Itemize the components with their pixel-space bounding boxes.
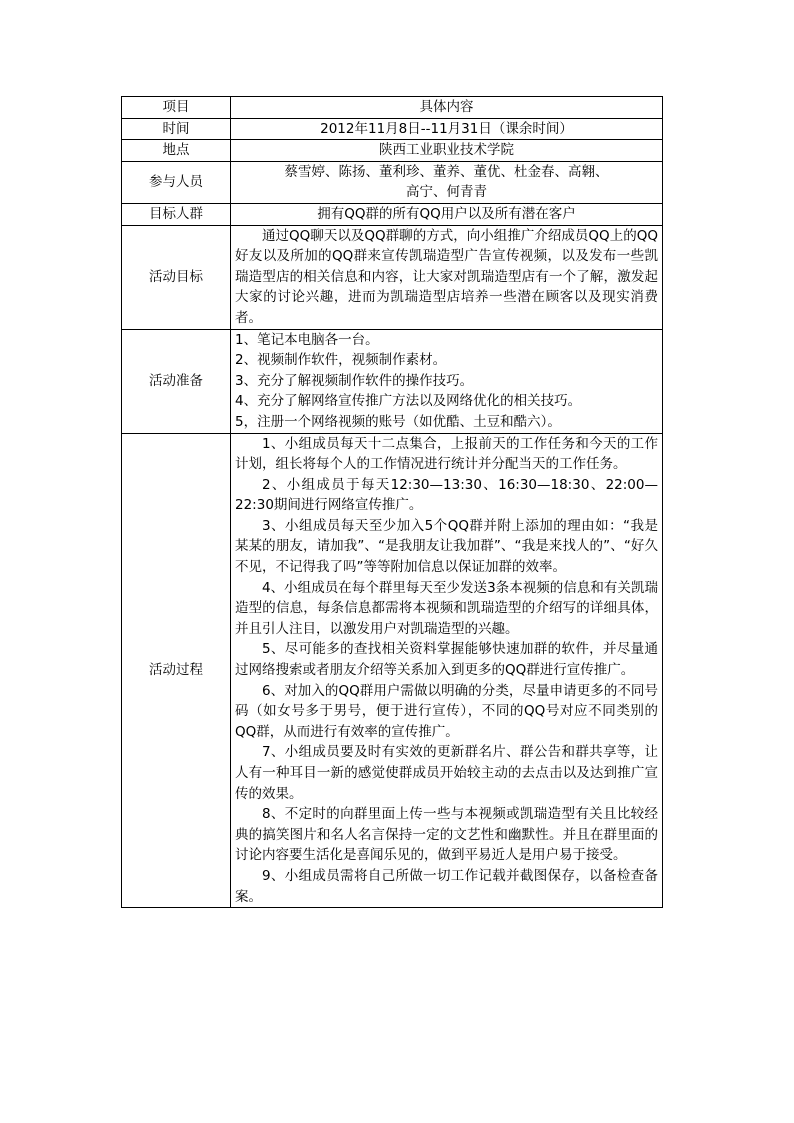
time-value: 2012年11月8日--11月31日（课余时间）	[231, 118, 663, 140]
members-label: 参与人员	[122, 161, 231, 203]
process-list	[231, 433, 663, 908]
goal-value	[231, 225, 663, 329]
prep-row	[122, 329, 663, 433]
prep-item: 2、视频制作软件，视频制作素材。	[235, 352, 447, 369]
prep-item: 5，注册一个网络视频的账号（如优酷、土豆和酷六）。	[235, 413, 561, 430]
activity-plan-table	[121, 96, 663, 908]
goal-paragraph: 通过QQ聊天以及QQ群聊的方式，向小组推广介绍成员QQ上的QQ好友以及所加的QQ群来宣传凯瑞造型广告宣传视频，以及发布一些凯瑞造型店的相关信息和内容，让大家对凯瑞造型店有一个了解，激发起大家的讨论兴趣，进而为凯瑞造型店培养一些潜在顾客以及现实消费者。	[235, 227, 658, 326]
time-label: 时间	[122, 118, 231, 140]
prep-list	[231, 329, 663, 433]
process-item: 4、小组成员在每个群里每天至少发送3条本视频的信息和有关凯瑞造型的信息，每条信息都需将本视频和凯瑞造型的介绍写的详细具体，并且引人注目，以激发用户对凯瑞造型的兴趣。	[235, 579, 658, 637]
process-item: 7、小组成员要及时有实效的更新群名片、群公告和群共享等，让人有一种耳目一新的感觉使群成员开始较主动的去点击以及达到推广宣传的效果。	[235, 744, 658, 802]
process-item: 3、小组成员每天至少加入5个QQ群并附上添加的理由如：“我是某某的朋友，请加我”、“是我朋友让我加群”、“我是来找人的”、“好久不见，不记得我了吗”等等附加信息以保证加群的效率。	[235, 517, 658, 576]
target-row	[122, 203, 663, 225]
process-item: 8、不定时的向群里面上传一些与本视频或凯瑞造型有关且比较经典的搞笑图片和名人名言保持一定的文艺性和幽默性。并且在群里面的讨论内容要生活化是喜闻乐见的，做到平易近人是用户易于接受。	[235, 806, 658, 864]
header-row	[122, 97, 663, 119]
process-item: 2、小组成员于每天12:30—13:30、16:30—18:30、22:00—22:30期间进行网络宣传推广。	[235, 476, 658, 514]
target-label: 目标人群	[122, 203, 231, 225]
members-row	[122, 161, 663, 203]
members-line-2: 高宁、何青青	[406, 184, 487, 201]
place-value: 陕西工业职业技术学院	[231, 140, 663, 162]
process-item: 5、尽可能多的查找相关资料掌握能够快速加群的软件，并尽量通过网络搜索或者朋友介绍等关系加入到更多的QQ群进行宣传推广。	[235, 641, 658, 679]
time-row	[122, 118, 663, 140]
process-item: 6、对加入的QQ群用户需做以明确的分类，尽量申请更多的不同号码（如女号多于男号，便于进行宣传），不同的QQ号对应不同类别的QQ群，从而进行有效率的宣传推广。	[235, 682, 658, 740]
prep-label: 活动准备	[122, 329, 231, 433]
header-item-cell: 项目	[122, 97, 231, 119]
process-item: 9、小组成员需将自己所做一切工作记载并截图保存，以备检查备案。	[235, 867, 658, 905]
members-value	[231, 161, 663, 203]
place-row	[122, 140, 663, 162]
prep-item: 3、充分了解视频制作软件的操作技巧。	[235, 372, 474, 389]
target-value: 拥有QQ群的所有QQ用户以及所有潜在客户	[231, 203, 663, 225]
goal-label: 活动目标	[122, 225, 231, 329]
place-label: 地点	[122, 140, 231, 162]
prep-item: 4、充分了解网络宣传推广方法以及网络优化的相关技巧。	[235, 393, 582, 410]
goal-row	[122, 225, 663, 329]
process-row	[122, 433, 663, 908]
members-line-1: 蔡雪婷、陈扬、董利珍、董养、董优、杜金春、高翱、	[284, 163, 609, 180]
header-content-cell: 具体内容	[231, 97, 663, 119]
process-item: 1、小组成员每天十二点集合，上报前天的工作任务和今天的工作计划，组长将每个人的工作情况进行统计并分配当天的工作任务。	[235, 435, 658, 473]
prep-item: 1、笔记本电脑各一台。	[235, 331, 379, 348]
process-label: 活动过程	[122, 433, 231, 908]
